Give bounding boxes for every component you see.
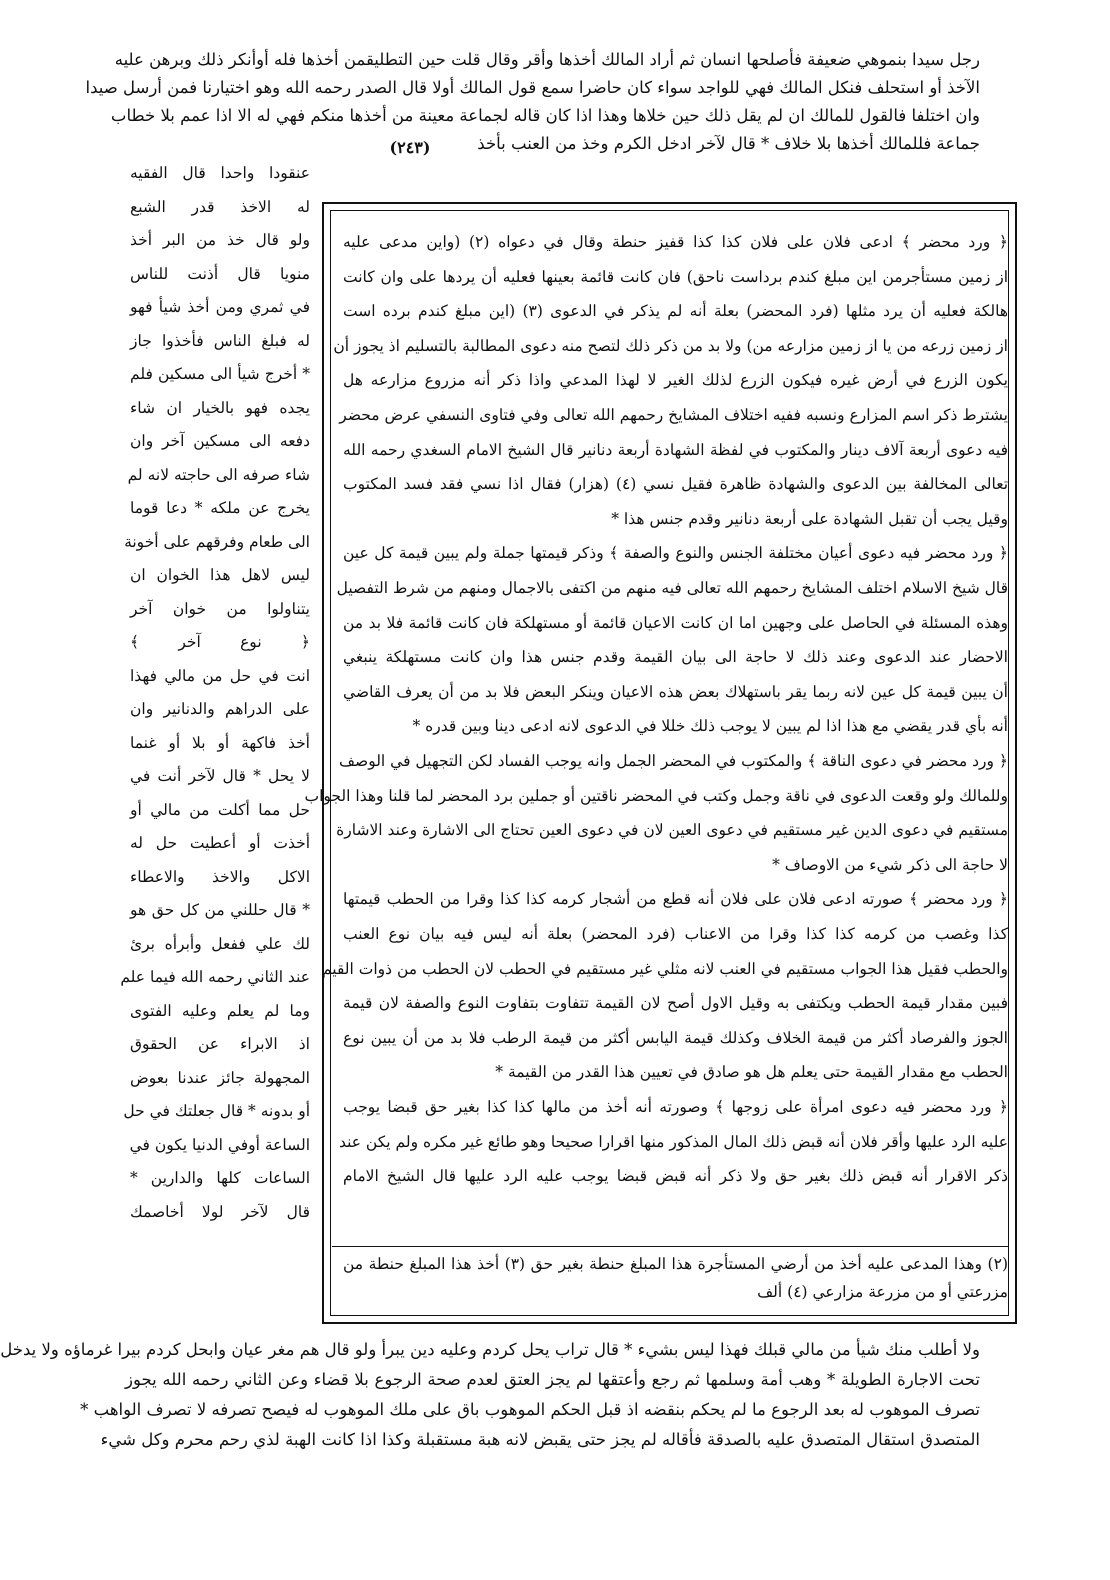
margin-line: في ثمري ومن أخذ شيأ فهو xyxy=(130,298,310,316)
main-text-line: كذا وغصب من كرمه كذا كذا وقرا من الاعناب (فرد المحضر) بعلة أنه ليس فيه بيان نوع العنب xyxy=(343,925,1008,943)
margin-line: اذ الابراء عن الحقوق xyxy=(130,1035,310,1053)
main-text-line: قال شيخ الاسلام اختلف المشايخ رحمهم الله تعالى فيه منهم من اكتفى بالاجمال ومنهم من شرط التفصيل xyxy=(336,579,1008,597)
main-text-line: مستقيم في دعوى الدين غير مستقيم في دعوى العين لان في دعوى العين تحتاج الى الاشارة وعند الاشارة xyxy=(336,821,1008,840)
main-text-line: والحطب فقيل هذا الجواب مستقيم في العنب لانه مثلي غير مستقيم في الحطب لان الحطب من ذوات القيم xyxy=(321,959,1008,978)
main-text-line: يشترط ذكر اسم المزارع ونسبه ففيه اختلاف المشايخ رحمهم الله تعالى وفي فتاوى النسفي عرض محضر xyxy=(339,406,1008,424)
margin-line: ليس لاهل هذا الخوان ان xyxy=(130,566,310,584)
main-text-line: از زمين زرعه من يا از زمين مزارعه من) ولا بد من ذكر ذلك لتصح منه دعوى المطالبة بالتسليم اذ يجوز أن xyxy=(333,336,1008,355)
text-line: تصرف الموهوب له بعد الرجوع ما لم يحكم بنقضه اذ قبل الحكم الموهوب باق على ملك الموهوب له فيصح تصرفه لا تصرف الواهب * xyxy=(80,1400,980,1419)
main-text-line: فيه دعوى أربعة آلاف دينار والمكتوب في لفظة الشهادة أربعة دنانير قال الشيخ الامام السغدي رحمه الله xyxy=(343,440,1008,459)
text-line: المتصدق استقال المتصدق عليه بالصدقة فأقاله لم يجز حتى يقبض لانه هبة مستقبلة وكذا اذا كانت الهبة لذي رحم محرم وكل شيء xyxy=(100,1430,980,1449)
main-text-line: ﴿ ورد محضر فيه دعوى امرأة على زوجها ﴾ وصورته أنه أخذ من مالها كذا كذا بغير حق قبضا يوجب xyxy=(343,1098,1008,1116)
margin-line: ﴿ نوع آخر ﴾ xyxy=(130,633,310,651)
main-text-line: هالكة فعليه أن يرد مثلها (فرد المحضر) بعلة أنه لم يذكر في الدعوى (٣) (اين مبلغ كندم برده است xyxy=(343,302,1008,321)
main-text-line: ذكر الاقرار أنه قبض ذلك بغير حق ولا ذكر أنه قبض قبضا يوجب عليه الرد عليها قال الشيخ الامام xyxy=(343,1167,1008,1186)
margin-line: يجده فهو بالخيار ان شاء xyxy=(130,398,310,417)
margin-line: منويا قال أذنت للناس xyxy=(130,264,310,283)
margin-line: الساعات كلها والدارين * xyxy=(130,1169,310,1187)
margin-line: له فبلغ الناس فأخذوا جاز xyxy=(130,331,310,350)
margin-line: * أخرج شيأ الى مسكين فلم xyxy=(130,365,310,383)
text-line: الآخذ أو استحلف فنكل المالك فهي للواجد سواء كان حاضرا سمع قول المالك أولا قال الصدر رحمه الله وهو اختيارنا فمن أرسل صيدا xyxy=(85,78,980,97)
main-text-line: وللمالك ولو وقعت الدعوى في ناقة وجمل وكتب في المحضر ناقتين أو جملين برد المحضر لما قلنا وهذا الجواب xyxy=(304,786,1008,805)
margin-line: لا يحل * قال لآخر أنت في xyxy=(130,767,310,785)
main-text-line: أنه بأي قدر يقضي مع هذا اذا لم يبين لا يوجب ذلك خللا في الدعوى لانه ادعى دينا وبين قدره * xyxy=(412,717,1008,736)
margin-line: يخرج عن ملكه * دعا قوما xyxy=(130,499,310,517)
margin-line: له الاخذ قدر الشبع xyxy=(130,197,310,216)
margin-line: حل مما أكلت من مالي أو xyxy=(130,800,310,819)
margin-line: أخذت أو أعطيت حل له xyxy=(130,834,310,852)
margin-line: شاء صرفه الى حاجته لانه لم xyxy=(127,465,310,484)
margin-line: أو بدونه * قال جعلتك في حل xyxy=(123,1102,310,1120)
margin-line: قال لآخر لولا أخاصمك xyxy=(130,1202,310,1221)
margin-line: على الدراهم والدنانير وان xyxy=(130,700,310,718)
margin-line: الاكل والاخذ والاعطاء xyxy=(130,867,310,886)
margin-line: انت في حل من مالي فهذا xyxy=(130,666,310,685)
main-text-line: ﴿ ورد محضر في دعوى الناقة ﴾ والمكتوب في المحضر الجمل وانه يوجب الفساد لكن التجهيل في الوصف xyxy=(338,752,1008,770)
margin-line: الساعة أوفي الدنيا يكون في xyxy=(129,1135,310,1154)
text-line: تحت الاجارة الطويلة * وهب أمة وسلمها ثم رجع وأعتقها لم يجز العتق لعدم صحة الرجوع بلا قضاء وعن الثاني رحمه الله يجوز xyxy=(125,1370,980,1389)
main-text-line: الجوز والفرصاد أكثر من قيمة الخلاف وكذلك قيمة اليابس أكثر من قيمة الرطب فلا بد من أن يبين نوع xyxy=(343,1028,1008,1047)
margin-line: الى طعام وفرقهم على أخونة xyxy=(124,532,310,551)
main-text-line: ﴿ ورد محضر فيه دعوى أعيان مختلفة الجنس والنوع والصفة ﴾ وذكر قيمتها جملة ولم يبين قيمة كل عين xyxy=(343,544,1008,563)
main-text-line: فبين مقدار قيمة الحطب ويكتفى به وقيل الاول أصح لان القيمة تتفاوت بتفاوت النوع والصفة لان قيمة xyxy=(343,994,1008,1013)
margin-line: دفعه الى مسكين آخر وان xyxy=(130,432,310,450)
margin-line: المجهولة جائز عندنا بعوض xyxy=(130,1068,310,1087)
footnote-rule xyxy=(332,1246,1008,1247)
main-text-line: يكون الزرع في أرض غيره فيكون الزرع لذلك الغير لا لهذا المدعي واذا ذكر أنه مزروع مزارعه هل xyxy=(343,371,1008,390)
main-text-line: از زمين مستأجرمن اين مبلغ كندم برداست ناحق) فان كانت قائمة بعينها فعليه أن يردها على وان كانت xyxy=(343,267,1008,286)
text-line: ولا أطلب منك شيأ من مالي قبلك فهذا ليس بشيء * قال تراب يحل كردم وعليه دين يبرأ ولو قال هم مغر عيان وابحل كردم بيرا غرماؤه ولا يدخل xyxy=(0,1340,980,1359)
margin-line: لك علي ففعل وأبرأه برئ xyxy=(130,934,310,953)
margin-line: وما لم يعلم وعليه الفتوى xyxy=(130,1001,310,1020)
main-text-line: ﴿ ورد محضر ﴾ صورته ادعى فلان على فلان أنه قطع من أشجار كرمه كذا كذا وقرا من الحطب قيمتها xyxy=(343,890,1008,909)
main-text-line: عليه الرد عليها وأقر فلان أنه قبض ذلك المال المذكور منها اقرارا صحيحا وهو طائع غير مكره ولم يكن عند xyxy=(338,1132,1008,1151)
main-text-line: الحطب مع مقدار القيمة حتى يعلم هل هو صادق في تعيين هذا القدر من القيمة * xyxy=(495,1063,1008,1082)
main-text-line: تعالى المخالفة بين الدعوى والشهادة ظاهرة فقيل نسي (٤) (هزار) فقال اذا نسي فقد فسد المكتوب xyxy=(343,475,1009,494)
text-line: وان اختلفا فالقول للمالك ان لم يقل ذلك حين خلاها وهذا اذا كان قاله لجماعة معينة من أخذها منكم فهي له الا اذا عمم بلا خطاب xyxy=(110,106,980,125)
main-text-line: لا حاجة الى ذكر شيء من الاوصاف * xyxy=(772,855,1008,874)
page-number: (٢٤٣) xyxy=(389,138,431,157)
main-text-line: أن يبين قيمة كل عين لانه ربما يقر باستهلاك بعض هذه الاعيان وينكر البعض فلا بد من أن يعرف القاضي xyxy=(343,682,1008,701)
footnote-line: (٢) وهذا المدعى عليه أخذ من أرضي المستأجرة هذا المبلغ حنطة بغير حق (٣) أخذ هذا المبلغ حنطة من xyxy=(343,1255,1008,1273)
main-text-line: وقيل يجب أن تقبل الشهادة على أربعة دنانير وقدم جنس هذا * xyxy=(611,509,1008,528)
margin-line: عنقودا واحدا قال الفقيه xyxy=(130,164,310,182)
margin-line: * قال حللني من كل حق هو xyxy=(130,901,310,919)
main-text-line: الاحضار عند الدعوى وعند ذلك لا حاجة الى بيان القيمة وقدم جنس هذا وان كانت مستهلكة ينبغي xyxy=(343,648,1008,667)
margin-line: أخذ فاكهة أو بلا أو غنما xyxy=(130,733,310,752)
main-text-line: ﴿ ورد محضر ﴾ ادعى فلان على فلان كذا كذا قفيز حنطة وقال في دعواه (٢) (واين مدعى عليه xyxy=(343,233,1008,251)
text-line: جماعة فللمالك أخذها بلا خلاف * قال لآخر ادخل الكرم وخذ من العنب بأخذ xyxy=(477,134,980,153)
margin-line: يتناولوا من خوان آخر xyxy=(130,599,310,618)
main-text-line: وهذه المسئلة في الحاصل على وجهين اما ان كانت الاعيان قائمة أو مستهلكة فان كانت قائمة فلا بد من xyxy=(343,613,1008,632)
footnote-line: مزرعتي أو من مزرعة مزارعي (٤) ألف xyxy=(757,1283,1008,1301)
text-line: رجل سيدا بنموهي ضعيفة فأصلحها انسان ثم أراد المالك أخذها وأقر وقال قلت حين التطليقمن أخذها فله أوأنكر ذلك وبرهن عليه xyxy=(114,50,980,69)
margin-line: عند الثاني رحمه الله فيما علم xyxy=(120,968,310,986)
margin-line: ولو قال خذ من البر أخذ xyxy=(130,231,310,249)
